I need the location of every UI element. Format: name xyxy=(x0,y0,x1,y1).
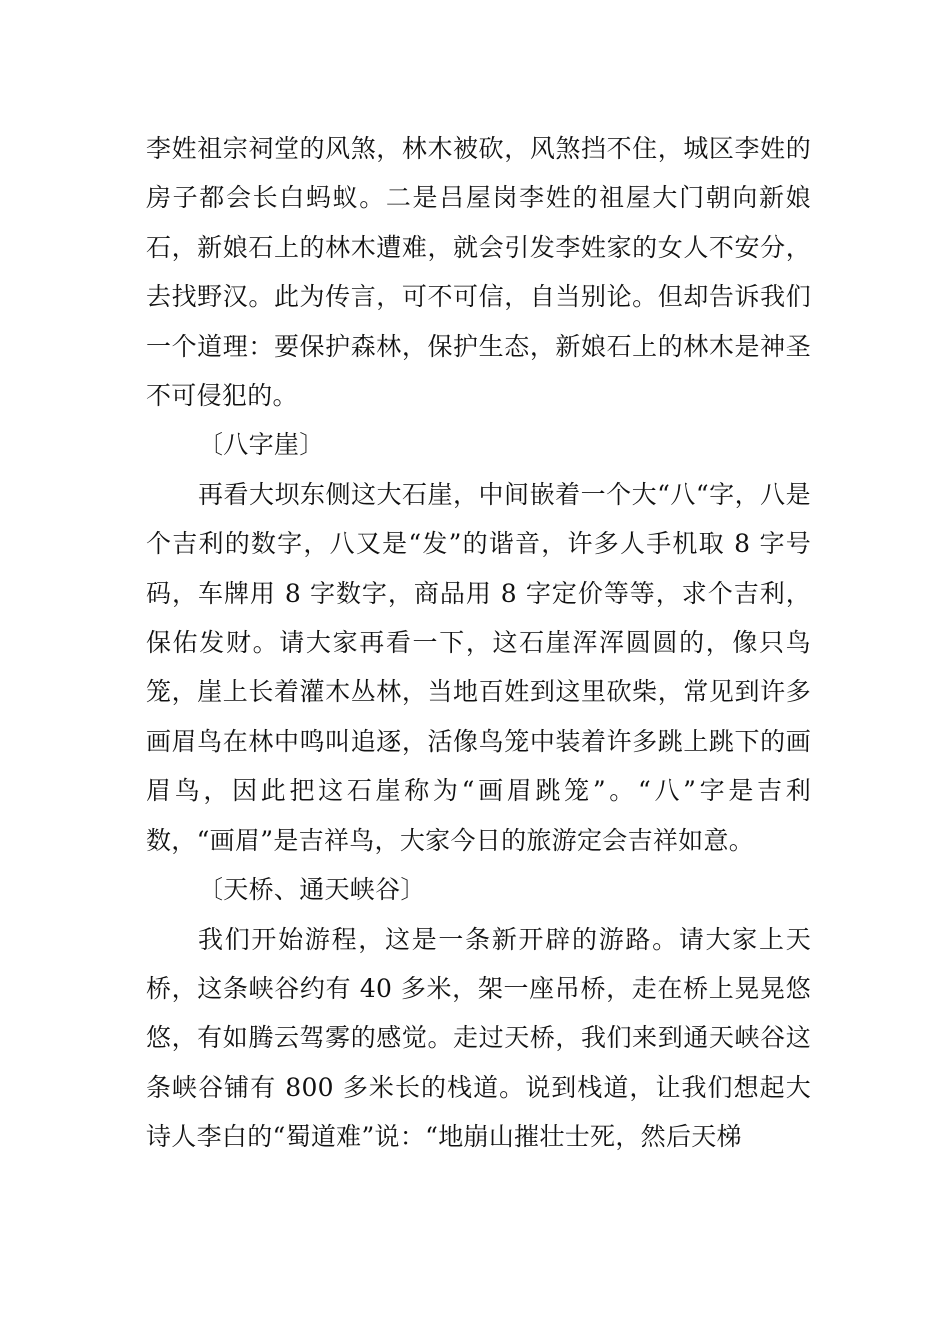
paragraph-sky-bridge: 我们开始游程，这是一条新开辟的游路。请大家上天桥，这条峡谷约有 40 多米，架一座吊桥，走在桥上晃晃悠悠，有如腾云驾雾的感觉。走过天桥，我们来到通天峡谷这条峡谷铺有 800 多米长的栈道。说到栈道，让我们想起大诗人李白的“蜀道难”说：“地崩山摧壮士死，然后天梯 xyxy=(146,924,811,1152)
paragraph-continuation: 李姓祖宗祠堂的风煞，林木被砍，风煞挡不住，城区李姓的房子都会长白蚂蚁。二是吕屋岗李姓的祖屋大门朝向新娘石，新娘石上的林木遭难，就会引发李姓家的女人不安分，去找野汉。此为传言，可不可信，自当别论。但却告诉我们一个道理：要保护森林，保护生态，新娘石上的林木是神圣不可侵犯的。 xyxy=(146,134,811,411)
section-heading-sky-bridge: 〔天桥、通天峡谷〕 xyxy=(198,875,426,905)
section-heading-bazi-cliff: 〔八字崖〕 xyxy=(198,430,325,460)
body-text xyxy=(146,124,811,1162)
paragraph-bazi-cliff: 再看大坝东侧这大石崖，中间嵌着一个大“八“字，八是个吉利的数字，八又是“发”的谐音，许多人手机取 8 字号码，车牌用 8 字数字，商品用 8 字定价等等，求个吉利，保佑发财。请大家再看一下，这石崖浑浑圆圆的，像只鸟笼，崖上长着灌木丛林，当地百姓到这里砍柴，常见到许多画眉鸟在林中鸣叫追逐，活像鸟笼中装着许多跳上跳下的画眉鸟，因此把这石崖称为“画眉跳笼”。“八”字是吉利数，“画眉”是吉祥鸟，大家今日的旅游定会吉祥如意。 xyxy=(146,479,811,855)
